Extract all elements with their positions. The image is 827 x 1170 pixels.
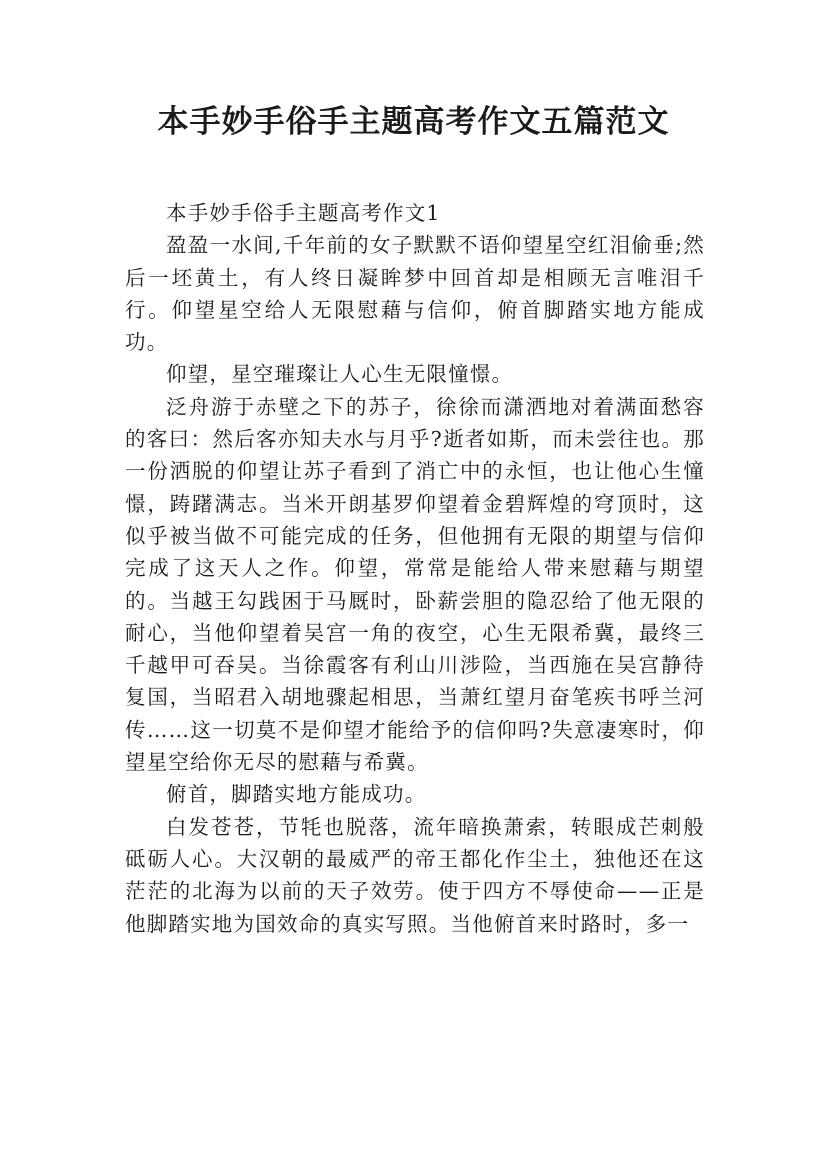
document-body bbox=[125, 197, 705, 940]
body-paragraph: 仰望，星空璀璨让人心生无限憧憬。 bbox=[166, 362, 514, 387]
body-paragraph: 盈盈一水间,千年前的女子默默不语仰望星空红泪偷垂;然后一坯黄土，有人终日凝眸梦中回首却是相顾无言唯泪千行。仰望星空给人无限慰藉与信仰，俯首脚踏实地方能成功。 bbox=[125, 233, 705, 355]
body-paragraph: 白发苍苍，节牦也脱落，流年暗换萧索，转眼成芒刺般砥砺人心。大汉朝的最威严的帝王都化作尘土，独他还在这茫茫的北海为以前的天子效劳。使于四方不辱使命——正是他脚踏实地为国效命的真实写照。当他俯首来时路时，多一 bbox=[125, 814, 705, 936]
body-paragraph: 泛舟游于赤壁之下的苏子，徐徐而潇洒地对着满面愁容的客曰：然后客亦知夫水与月乎?逝者如斯，而未尝往也。那一份洒脱的仰望让苏子看到了消亡中的永恒，也让他心生憧憬，踌躇满志。当米开朗基罗仰望着金碧辉煌的穹顶时，这似乎被当做不可能完成的任务，但他拥有无限的期望与信仰完成了这天人之作。仰望，常常是能给人带来慰藉与期望的。当越王勾践困于马厩时，卧薪尝胆的隐忍给了他无限的耐心，当他仰望着吴宫一角的夜空，心生无限希冀，最终三千越甲可吞吴。当徐霞客有利山川涉险，当西施在吴宫静待复国，当昭君入胡地骤起相思，当萧红望月奋笔疾书呼兰河传……这一切莫不是仰望才能给予的信仰吗?失意凄寒时，仰望星空给你无尽的慰藉与希冀。 bbox=[125, 394, 705, 775]
essay-heading: 本手妙手俗手主题高考作文1 bbox=[166, 201, 441, 225]
body-paragraph: 俯首，脚踏实地方能成功。 bbox=[166, 782, 427, 807]
document-title: 本手妙手俗手主题高考作文五篇范文 bbox=[157, 104, 670, 140]
